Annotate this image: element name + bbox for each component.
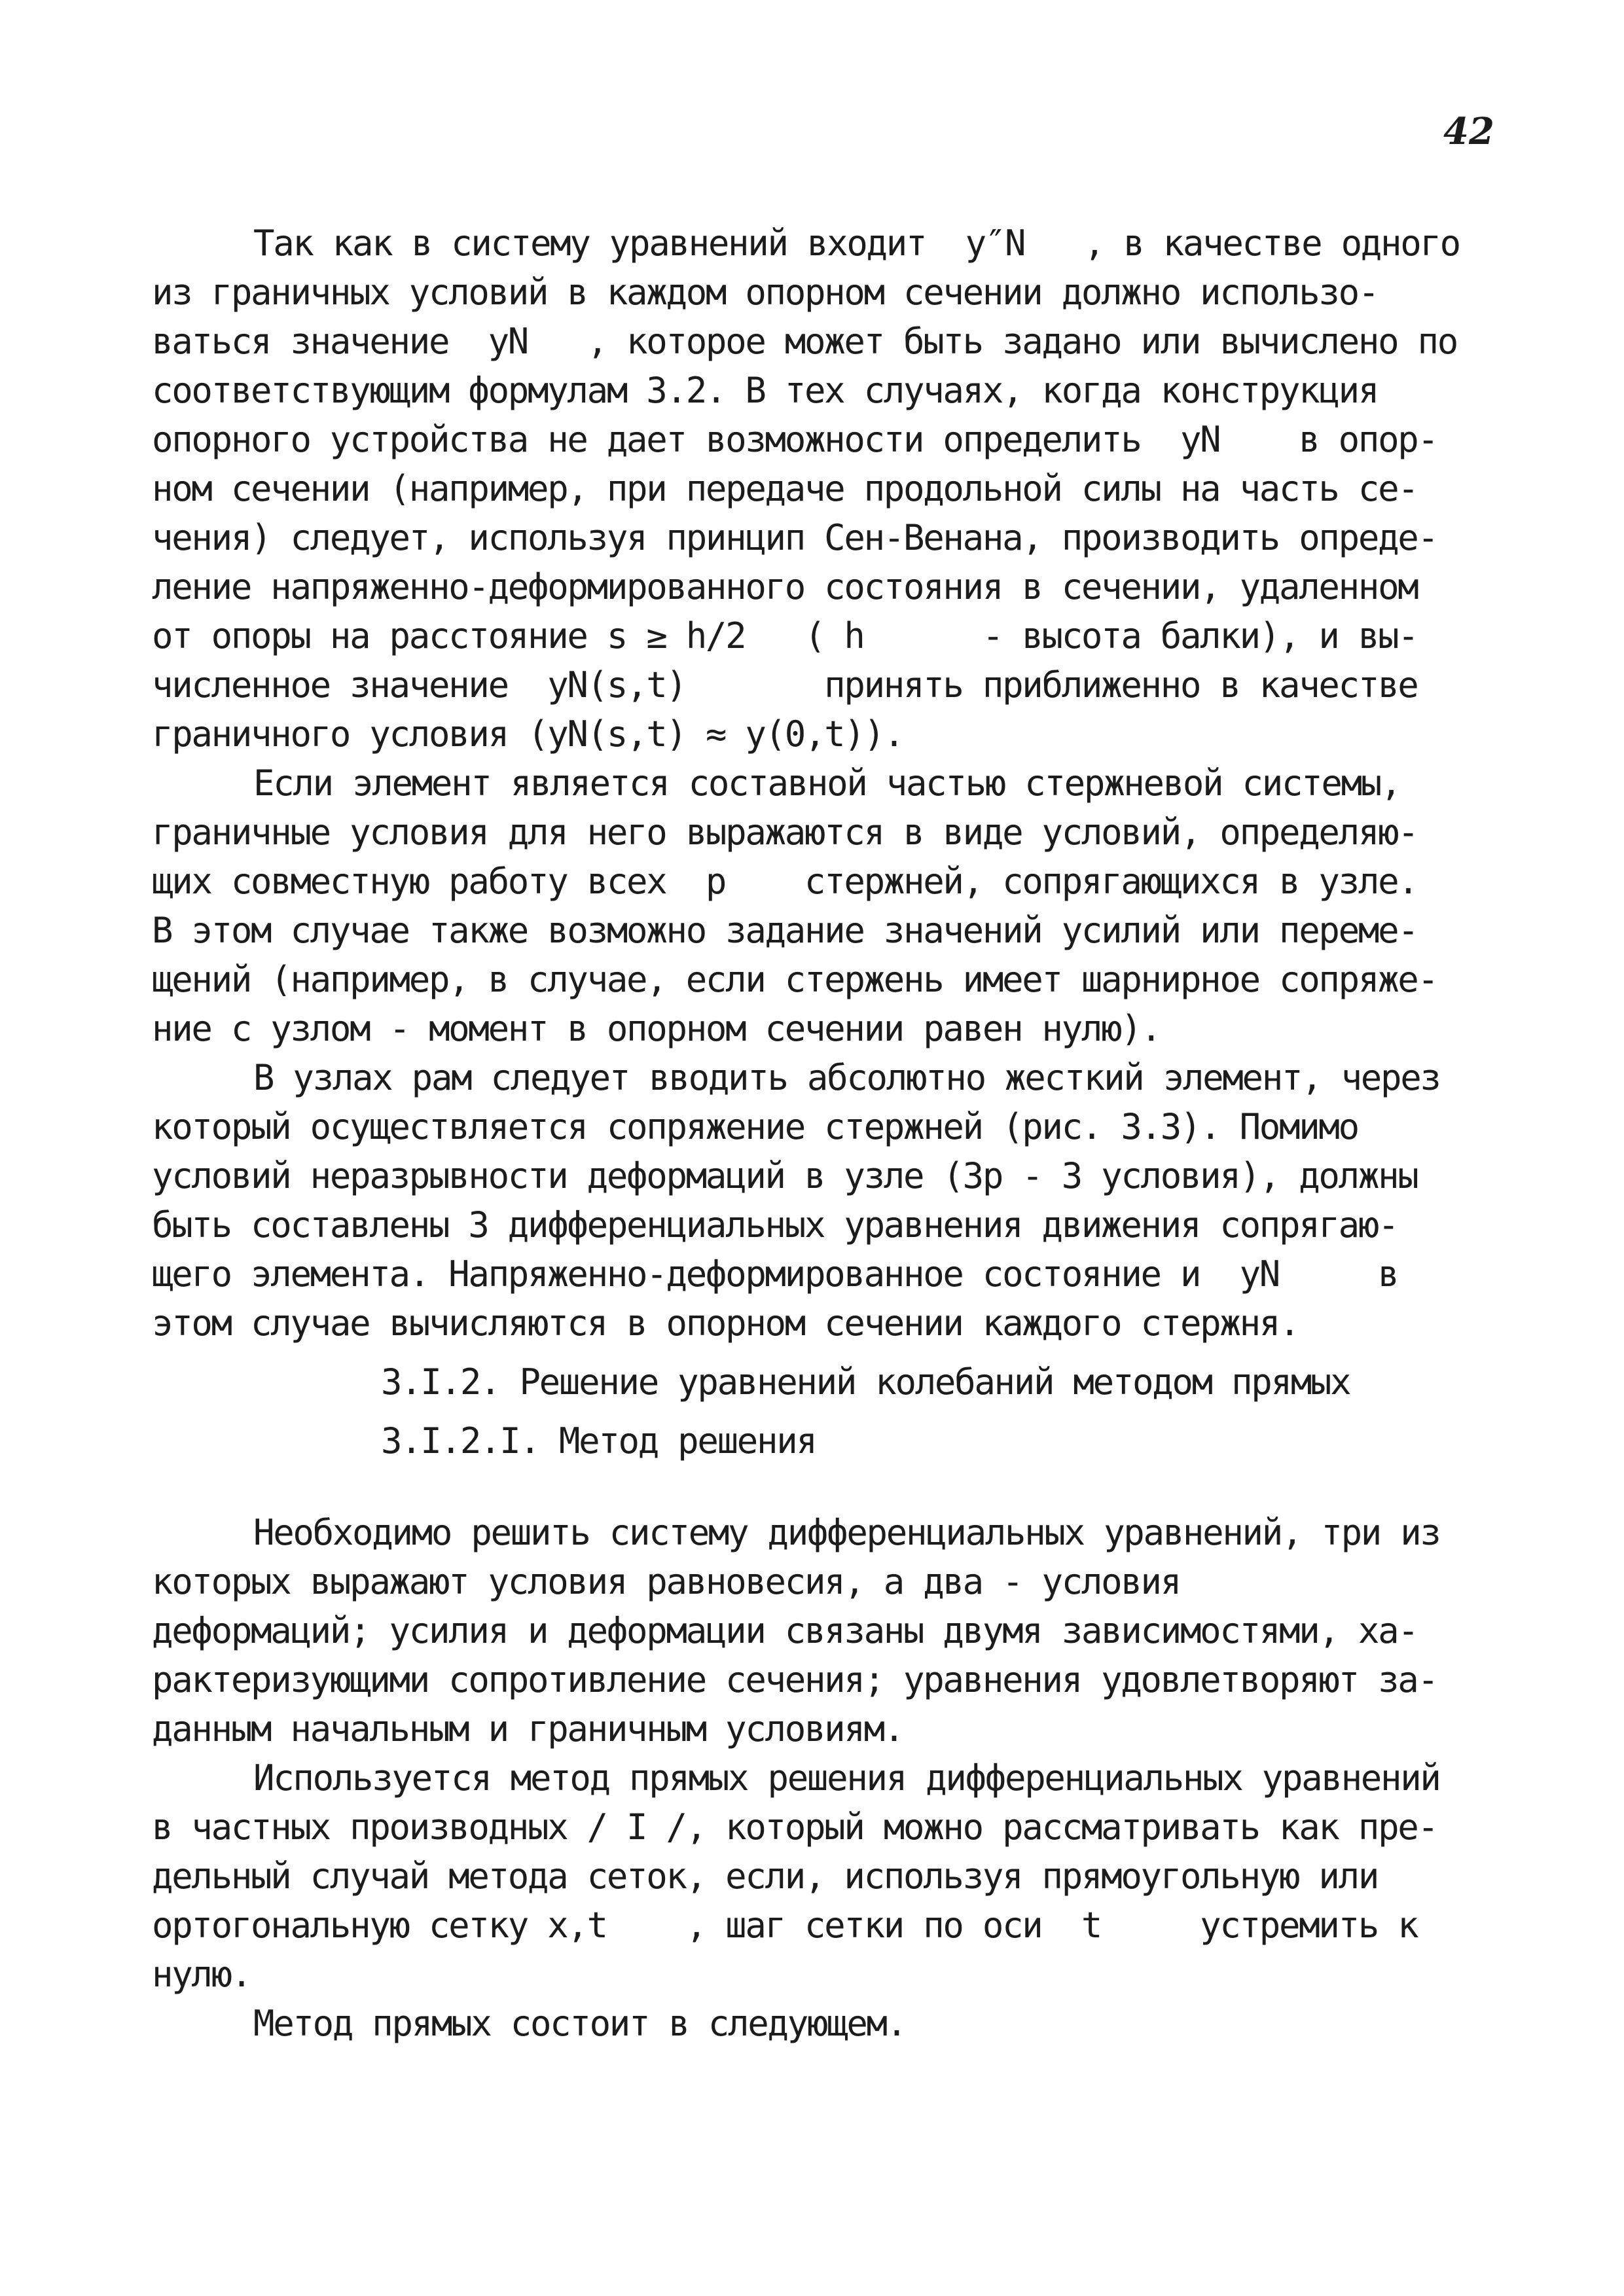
text-line: условий неразрывности деформаций в узле (3p - 3 условия), должны xyxy=(152,1155,1418,1196)
text-line: дельный случай метода сеток, если, используя прямоугольную или xyxy=(152,1856,1379,1897)
text-line: ние с узлом - момент в опорном сечении равен нулю). xyxy=(152,1008,1161,1049)
text-line: ортогональную сетку x,t , шаг сетки по оси t устремить к xyxy=(152,1905,1418,1946)
text-line: Так как в систему уравнений входит y″N , в качестве одного xyxy=(253,223,1460,264)
text-line: которых выражают условия равновесия, а два - условия xyxy=(152,1561,1180,1602)
page-number: 42 xyxy=(1443,110,1494,153)
text-line: щений (например, в случае, если стержень имеет шарнирное сопряже- xyxy=(152,959,1437,1000)
text-line: В узлах рам следует вводить абсолютно жесткий элемент, через xyxy=(253,1057,1440,1098)
text-line: В этом случае также возможно задание значений усилий или переме- xyxy=(152,910,1418,951)
text-line: Метод прямых состоит в следующем. xyxy=(253,2003,906,2044)
text-line: щего элемента. Напряженно-деформированное состояние и yN в xyxy=(152,1253,1398,1295)
text-line: Необходимо решить систему дифференциальных уравнений, три из xyxy=(253,1512,1440,1553)
text-line: Используется метод прямых решения дифференциальных уравнений xyxy=(253,1757,1440,1799)
text-line: ление напряженно-деформированного состояния в сечении, удаленном xyxy=(152,566,1418,607)
text-line: ном сечении (например, при передаче продольной силы на часть се- xyxy=(152,468,1418,509)
text-line: граничного условия (yN(s,t) ≈ y(0,t)). xyxy=(152,713,904,755)
text-line: ваться значение yN , которое может быть задано или вычислено по xyxy=(152,321,1457,362)
text-line: деформаций; усилия и деформации связаны двумя зависимостями, ха- xyxy=(152,1610,1418,1651)
text-line: щих совместную работу всех p стержней, сопрягающихся в узле. xyxy=(152,861,1418,902)
text-line: рактеризующими сопротивление сечения; уравнения удовлетворяют за- xyxy=(152,1659,1437,1700)
text-line: быть составлены 3 дифференциальных уравнения движения сопрягаю- xyxy=(152,1204,1398,1246)
text-line: опорного устройства не дает возможности определить yN в опор- xyxy=(152,419,1437,460)
text-line: граничные условия для него выражаются в виде условий, определяю- xyxy=(152,812,1418,853)
text-line: из граничных условий в каждом опорном сечении должно использо- xyxy=(152,272,1379,313)
text-line: который осуществляется сопряжение стержней (рис. 3.3). Помимо xyxy=(152,1106,1358,1147)
text-line: нулю. xyxy=(152,1954,251,1995)
text-line: от опоры на расстояние s ≥ h/2 ( h - высота балки), и вы- xyxy=(152,615,1418,656)
text-line: численное значение yN(s,t) принять приближенно в качестве xyxy=(152,664,1418,706)
text-line: этом случае вычисляются в опорном сечении каждого стержня. xyxy=(152,1302,1299,1344)
text-line: 3.I.2. Решение уравнений колебаний методом прямых xyxy=(381,1361,1350,1403)
text-line: 3.I.2.I. Метод решения xyxy=(381,1420,816,1462)
text-line: данным начальным и граничным условиям. xyxy=(152,1708,904,1749)
text-line: чения) следует, используя принцип Сен-Венана, производить опреде- xyxy=(152,517,1437,558)
text-line: Если элемент является составной частью стержневой системы, xyxy=(253,762,1401,804)
text-line: соответствующим формулам 3.2. В тех случаях, когда конструкция xyxy=(152,370,1379,411)
text-line: в частных производных / I /, который можно рассматривать как пре- xyxy=(152,1806,1437,1848)
